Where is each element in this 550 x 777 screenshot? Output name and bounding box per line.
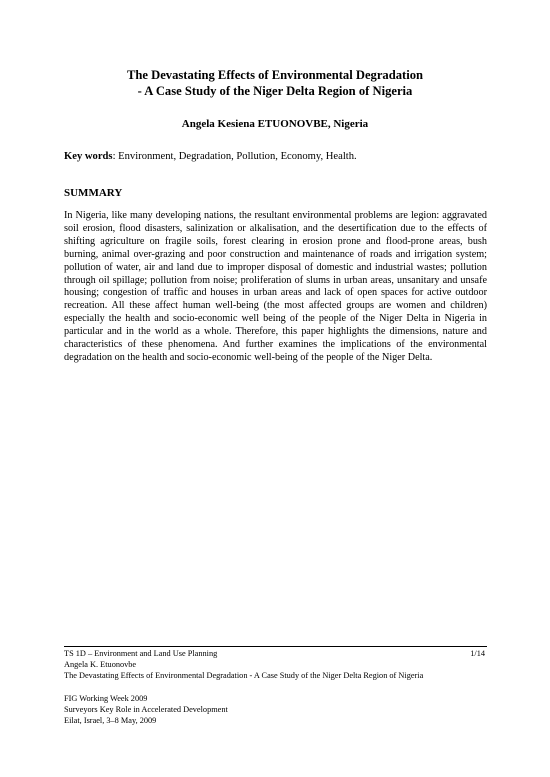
footer-event: FIG Working Week 2009 (64, 693, 148, 703)
footer-theme: Surveyors Key Role in Accelerated Development (64, 704, 228, 714)
keywords-text: : Environment, Degradation, Pollution, Economy, Health. (112, 151, 357, 162)
summary-heading: SUMMARY (64, 187, 123, 199)
page-footer (64, 648, 487, 726)
footer-author: Angela K. Etuonovbe (64, 660, 137, 670)
title-line-1: The Devastating Effects of Environmental Degradation (126, 68, 424, 82)
author-line: Angela Kesiena ETUONOVBE, Nigeria (181, 118, 369, 130)
keywords (64, 150, 494, 164)
page-number: 1/14 (470, 649, 485, 658)
keywords-label: Key words (64, 151, 113, 162)
footer-paper-title: The Devastating Effects of Environmental Degradation - A Case Study of the Niger Delta Region of Nigeria (64, 671, 424, 681)
footer-location: Eilat, Israel, 3–8 May, 2009 (64, 716, 157, 726)
summary-paragraph: In Nigeria, like many developing nations, the resultant environmental problems are legion: aggravated soil erosion, flood disasters, salinization or alkalisation, and the desertification due to the effects of shifting agriculture on fragile soils, forest clearing in erosion prone and flood-prone areas, bush burning, animal over-grazing and poor construction and maintenance of roads and irrigation system; pollution of water, air and land due to improper disposal of domestic and industrial wastes; pollution through oil spillage; pollution from noise; proliferation of slums in urban areas, unsanitary and unsafe housing; congestion of traffic and houses in urban areas and lack of open spaces for active outdoor recreation. All these affect human well-being (the most affected groups are women and children) especially the health and socio-economic well being of the people of the Niger Delta in Nigeria in particular and in the world as a whole. Therefore, this paper highlights the dimensions, nature and characteristics of these phenomena. And further examines the implications of the environmental degradation on the health and socio-economic well-being of the people of the Niger Delta. (64, 210, 487, 363)
footer-divider (64, 646, 487, 647)
footer-session: TS 1D – Environment and Land Use Planning (64, 649, 218, 658)
paper-title (60, 67, 490, 99)
title-line-2: - A Case Study of the Niger Delta Region of Nigeria (137, 84, 413, 98)
